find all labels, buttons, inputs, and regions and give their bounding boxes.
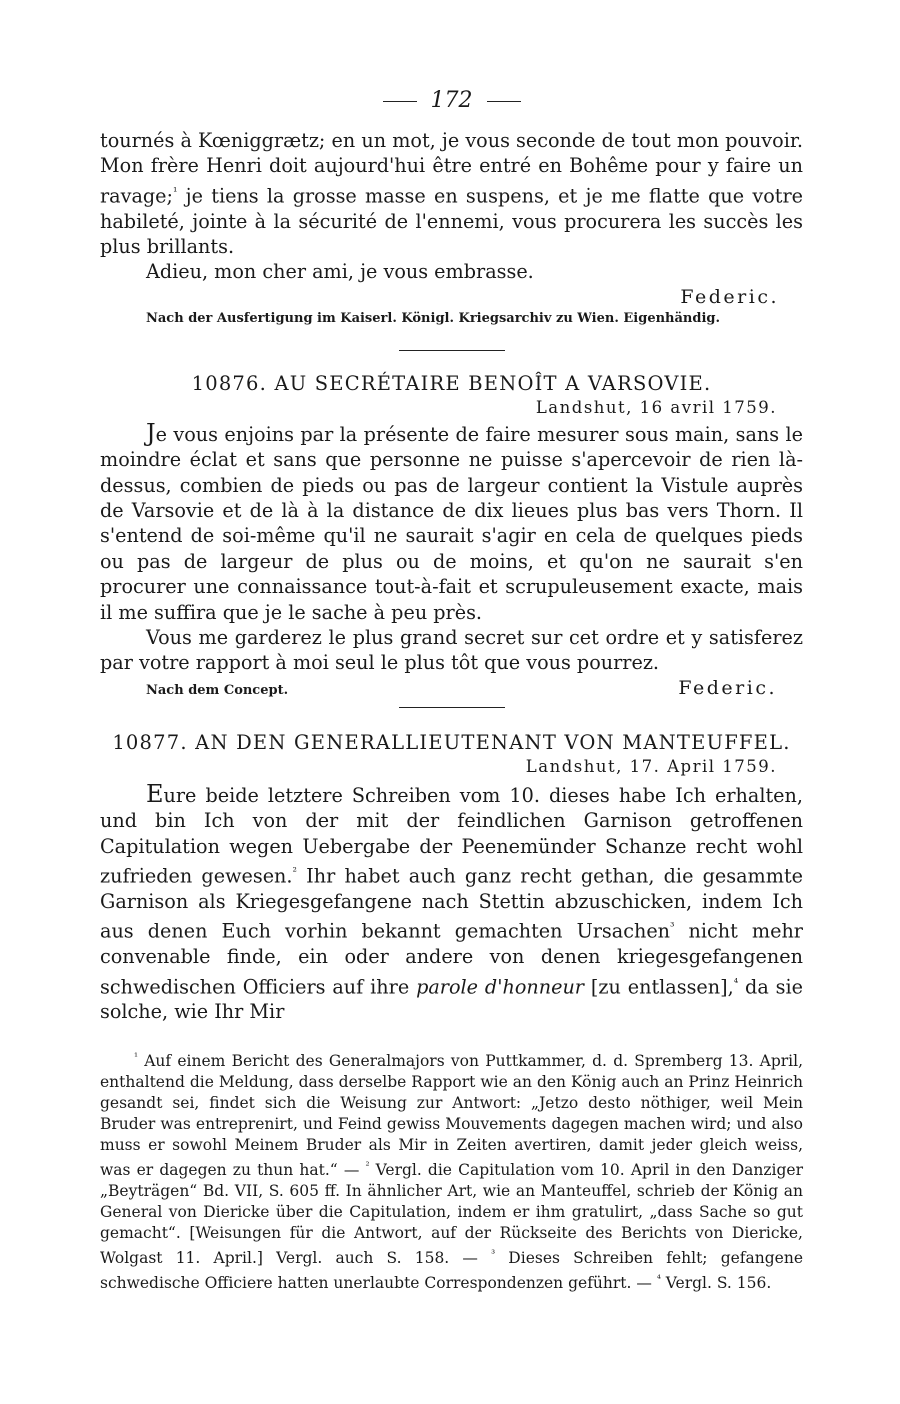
header-dash-left <box>383 101 417 102</box>
footnotes: $^{^1}$ Auf einem Bericht des Generalmajors von Puttkammer, d. d. Spremberg 13. April, enthaltend die Meldung, dass derselbe Rapport wie an den König auch an Prinz Heinrich gesandt sei, findet sich die Weisung zur Antwort: „Jetzo desto nöthiger, weil Mein Bruder was entreprenirt, und Feind gewiss Mouvements dagegen machen wird; und also muss er sowohl Meinem Bruder als Mir in Zeiten avertiren, damit jeder gleich weiss, was er dagegen zu thun hat.“ — $^{^2}$ Vergl. die Capitulation vom 10. April in den Danziger „Beyträgen“ Bd. VII, S. 605 ff. In ähnlicher Art, wie an Manteuffel, schrieb der König an General von Diericke über die Capitulation, indem er ihm gratulirt, „dass Sache so gut gemacht“. [Weisungen für die Antwort, auf der Rückseite des Berichts von Diericke, Wolgast 11. April.] Vergl. auch S. 158. — $^{^3}$ Dieses Schreiben fehlt; gefangene schwedische Officiere hatten unerlaubte Correspondenzen geführt. — $^{^4}$ Vergl. S. 156. <box>100 1051 804 1293</box>
previous-letter-source: Nach der Ausfertigung im Kaiserl. Königl. Kriegsarchiv zu Wien. Eigenhändig. <box>146 310 721 326</box>
footnote-ref-2: ² <box>292 865 297 879</box>
footnote-ref-1: ¹ <box>173 184 178 198</box>
footnote-mark-3: ³ <box>491 1249 496 1261</box>
letter-10877-dateline: Landshut, 17. April 1759. <box>525 756 777 776</box>
letter-10877-paragraph: Eure beide letztere Schreiben vom 10. dieses habe Ich erhalten, und bin Ich von der mit der feindlichen Garnison getroffenen Capitulation wegen Uebergabe der Peenemünder Schanze recht wohl zufrieden gewesen.$^{^2}$ Ihr habet auch ganz recht gethan, die gesammte Garnison als Kriegesgefangene nach Stettin abzuschicken, indem Ich aus denen Euch vorhin bekannt gemachten Ursachen$^{^3}$ nicht mehr convenable finde, ein oder andere von denen kriegesgefangenen schwedischen Officiers auf ihre parole d'honneur [zu entlassen],$^{^4}$ da sie solche, wie Ihr Mir <box>100 779 804 1024</box>
document-page <box>100 88 803 1294</box>
letter-10876-heading: 10876. AU SECRÉTAIRE BENOÎT A VARSOVIE. <box>191 371 712 395</box>
previous-letter-body: tournés à Kœniggrætz; en un mot, je vous seconde de tout mon pouvoir. Mon frère Henri doit aujourd'hui être entré en Bohême pour y faire un ravage;$^{^1}$ je tiens la grosse masse en suspens, et je me flatte que votre habileté, jointe à la sécurité de l'ennemi, vous procurera les succès les plus brillants. <box>100 129 803 259</box>
letter-10876-paragraph-2: Vous me garderez le plus grand secret sur cet ordre et y satisferez par votre rapport à moi seul le plus tôt que vous pourrez. <box>100 626 803 675</box>
previous-letter-signature: Federic. <box>680 285 779 308</box>
italic-phrase: parole d'honneur <box>416 974 584 998</box>
footnote-mark-4: ⁴ <box>656 1274 661 1286</box>
footnote-mark-1: ¹ <box>134 1051 139 1063</box>
page-header <box>100 88 803 118</box>
previous-letter-closing: Adieu, mon cher ami, je vous embrasse. <box>146 260 534 284</box>
initial-letter: E <box>146 779 164 808</box>
letter-10876-signature: Federic. <box>678 676 777 699</box>
letter-10877-heading: 10877. AN DEN GENERALLIEUTENANT VON MANTEUFFEL. <box>112 730 791 754</box>
letter-10876-source: Nach dem Concept. <box>146 682 289 698</box>
letter-10876-footer <box>100 676 803 701</box>
footnote-ref-3: ³ <box>670 920 675 934</box>
initial-letter: J <box>146 418 156 447</box>
page-number: 172 <box>430 88 473 113</box>
letter-10876-dateline: Landshut, 16 avril 1759. <box>535 397 777 417</box>
footnote-ref-4: ⁴ <box>733 975 739 989</box>
letter-10876-paragraph-1: Je vous enjoins par la présente de faire mesurer sous main, sans le moindre éclat et sans que personne ne puisse s'apercevoir de rien là-dessus, combien de pieds ou pas de largeur contient la Vistule auprès de Varsovie et de là à la distance de dix lieues plus bas vers Thorn. Il s'entend de soi-même qu'il ne saurait s'agir en cela de quelques pieds ou pas de largeur de plus ou de moins, et qu'on ne saurait s'en procurer une connaissance tout-à-fait et scrupuleusement exacte, mais il me suffira que je le sache à peu près. <box>100 418 803 624</box>
footnote-mark-2: ² <box>365 1160 370 1172</box>
header-dash-right <box>487 101 521 102</box>
